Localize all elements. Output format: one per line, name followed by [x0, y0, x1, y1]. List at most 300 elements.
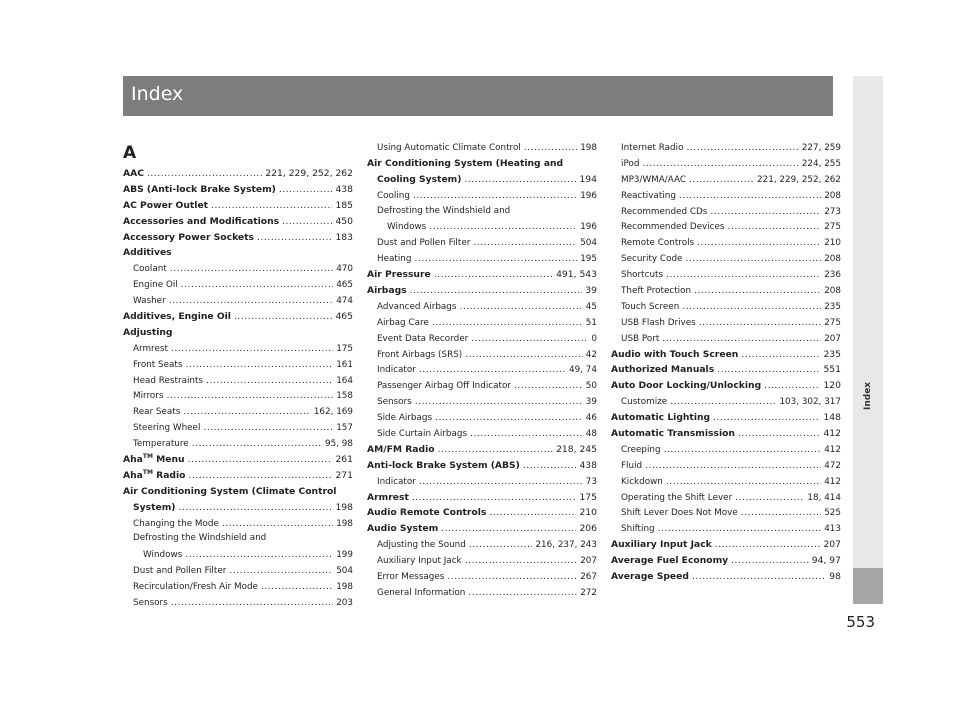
entry-pages[interactable]: 157	[336, 423, 353, 434]
entry-pages[interactable]: 42	[585, 349, 597, 360]
dot-leader	[741, 505, 821, 521]
dot-leader	[429, 219, 577, 235]
entry-name: Average Fuel Economy	[611, 555, 729, 567]
entry-name: Event Data Recorder	[377, 333, 469, 344]
index-subentry[interactable]	[367, 569, 597, 585]
entry-pages[interactable]: 158	[336, 391, 353, 402]
dot-leader	[662, 331, 821, 347]
entry-name: Passenger Airbag Off Indicator	[377, 381, 511, 392]
entry-pages[interactable]: 94, 97	[811, 555, 841, 567]
entry-name: Accessory Power Sockets	[123, 231, 255, 243]
index-subentry[interactable]	[367, 235, 597, 251]
index-entry[interactable]	[611, 537, 841, 553]
entry-name: Auxiliary Input Jack	[611, 539, 712, 551]
index-entry[interactable]	[123, 452, 353, 468]
index-subentry[interactable]	[367, 553, 597, 569]
entry-name: Internet Radio	[621, 143, 684, 153]
index-subentry[interactable]	[123, 293, 353, 309]
dot-leader	[666, 267, 821, 283]
index-entry[interactable]	[611, 362, 841, 378]
index-entry[interactable]	[123, 230, 353, 246]
entry-name: Automatic Transmission	[611, 428, 735, 440]
entry-pages[interactable]: 210	[824, 238, 841, 249]
entry-pages[interactable]: 438	[579, 459, 597, 471]
page-header-bar	[123, 76, 833, 116]
entry-pages[interactable]: 175	[336, 343, 353, 354]
dot-leader	[185, 547, 333, 563]
entry-name: Additives	[123, 247, 172, 259]
index-subentry[interactable]	[611, 204, 841, 220]
entry-name: Airbags	[367, 285, 407, 297]
index-subentry[interactable]	[123, 563, 353, 579]
index-subentry[interactable]	[123, 595, 353, 611]
entry-pages[interactable]: 221, 229, 252, 262	[757, 174, 841, 185]
entry-name: Sensors	[377, 397, 412, 408]
trademark-mark: TM	[142, 468, 153, 476]
index-subentry[interactable]	[367, 315, 597, 331]
index-entry	[367, 156, 597, 172]
entry-pages[interactable]: 271	[335, 469, 353, 481]
index-subentry[interactable]	[123, 404, 353, 420]
dot-leader	[438, 442, 554, 458]
entry-pages[interactable]: 198	[336, 582, 353, 593]
index-entry[interactable]	[123, 468, 353, 484]
entry-pages[interactable]: 504	[580, 238, 597, 249]
side-tab[interactable]	[853, 76, 883, 604]
entry-pages[interactable]: 525	[824, 508, 841, 519]
entry-pages[interactable]: 175	[579, 491, 597, 503]
entry-name: Auxiliary Input Jack	[377, 556, 462, 567]
entry-pages[interactable]: 51	[585, 317, 597, 328]
entry-pages[interactable]: 207	[580, 556, 597, 567]
entry-name: Cooling	[377, 190, 410, 201]
dot-leader	[679, 188, 821, 204]
index-entry[interactable]	[367, 490, 597, 506]
entry-name: Anti-lock Brake System (ABS)	[367, 459, 520, 471]
dot-leader	[715, 537, 821, 553]
index-subentry[interactable]	[611, 188, 841, 204]
entry-pages[interactable]: 95, 98	[325, 439, 353, 450]
index-entry[interactable]	[611, 378, 841, 394]
entry-pages[interactable]: 207	[824, 333, 841, 344]
entry-pages[interactable]: 491, 543	[556, 269, 597, 281]
index-subentry[interactable]	[611, 394, 841, 410]
entry-pages[interactable]: 474	[336, 296, 353, 307]
dot-leader	[469, 537, 533, 553]
entry-name: Operating the Shift Lever	[621, 492, 733, 503]
index-entry[interactable]	[367, 283, 597, 299]
entry-name: Shift Lever Does Not Move	[621, 508, 738, 519]
entry-pages[interactable]: 103, 302, 317	[779, 397, 841, 408]
index-subentry[interactable]	[367, 299, 597, 315]
entry-pages[interactable]: 438	[335, 183, 353, 195]
dot-leader	[435, 410, 583, 426]
entry-name: Armrest	[133, 343, 168, 354]
index-entry[interactable]	[123, 166, 353, 182]
index-subentry[interactable]	[123, 277, 353, 293]
entry-name: Aha™ Menu	[123, 452, 185, 466]
index-entry[interactable]	[123, 182, 353, 198]
entry-name: Steering Wheel	[133, 423, 201, 434]
entry-pages[interactable]: 18, 414	[807, 492, 841, 503]
dot-leader	[658, 521, 822, 537]
entry-name: Indicator	[377, 365, 416, 376]
entry-name: Engine Oil	[133, 280, 178, 291]
entry-name: Windows	[387, 222, 427, 233]
dot-leader	[465, 553, 578, 569]
dot-leader	[489, 505, 576, 521]
entry-name: Using Automatic Climate Control	[377, 143, 521, 153]
entry-name: Air Conditioning System (Heating and	[367, 157, 564, 169]
entry-name: AAC	[123, 168, 144, 179]
index-subentry[interactable]	[611, 458, 841, 474]
entry-pages[interactable]: 198	[336, 518, 353, 529]
entry-name: Advanced Airbags	[377, 301, 457, 312]
entry-name: Fluid	[621, 460, 643, 471]
entry-pages[interactable]: 236	[824, 270, 841, 281]
entry-pages[interactable]: 465	[336, 280, 353, 291]
dot-leader	[234, 309, 333, 325]
page-title: Index	[131, 83, 184, 105]
dot-leader	[735, 490, 804, 506]
index-subentry[interactable]	[611, 315, 841, 331]
entry-pages[interactable]: 196	[580, 190, 597, 201]
dot-leader	[465, 347, 583, 363]
entry-pages[interactable]: 46	[585, 413, 597, 424]
index-subentry[interactable]	[367, 378, 597, 394]
entry-pages[interactable]: 39	[585, 397, 597, 408]
dot-leader	[523, 458, 577, 474]
index-subentry[interactable]	[611, 172, 841, 188]
index-subentry[interactable]	[367, 537, 597, 553]
index-subentry[interactable]	[611, 521, 841, 537]
dot-leader	[686, 140, 798, 156]
entry-pages[interactable]: 267	[580, 572, 597, 583]
dot-leader	[169, 293, 333, 309]
entry-pages[interactable]: 216, 237, 243	[535, 540, 597, 551]
dot-leader	[192, 436, 322, 452]
entry-pages[interactable]: 206	[579, 523, 597, 535]
dot-leader	[682, 299, 821, 315]
entry-pages[interactable]: 413	[824, 524, 841, 535]
entry-name: Recommended Devices	[621, 222, 725, 233]
index-subentry[interactable]	[611, 299, 841, 315]
entry-pages[interactable]: 450	[335, 215, 353, 227]
entry-name: Audio with Touch Screen	[611, 348, 739, 360]
index-entry[interactable]	[367, 458, 597, 474]
entry-name: AM/FM Radio	[367, 443, 435, 455]
dot-leader	[470, 426, 583, 442]
entry-name: Front Seats	[133, 359, 183, 370]
entry-pages[interactable]: 208	[824, 190, 841, 201]
dot-leader	[697, 235, 821, 251]
side-tab-marker	[853, 568, 883, 604]
entry-name: USB Port	[621, 333, 660, 344]
index-subentry	[123, 531, 353, 547]
dot-leader	[178, 500, 332, 516]
entry-name: Remote Controls	[621, 238, 695, 249]
dot-leader	[222, 516, 333, 532]
index-entry[interactable]	[611, 553, 841, 569]
index-subentry[interactable]	[123, 388, 353, 404]
entry-name: Reactivating	[621, 190, 676, 201]
entry-name: Auto Door Locking/Unlocking	[611, 380, 762, 392]
dot-leader	[419, 474, 583, 490]
entry-pages[interactable]: 49, 74	[569, 365, 597, 376]
index-subentry[interactable]	[367, 219, 597, 235]
dot-leader	[692, 569, 826, 585]
dot-leader	[464, 172, 576, 188]
index-subentry[interactable]	[611, 156, 841, 172]
index-entry[interactable]	[611, 426, 841, 442]
entry-pages[interactable]: 183	[335, 231, 353, 243]
index-subentry[interactable]	[611, 251, 841, 267]
entry-name: Audio Remote Controls	[367, 507, 487, 519]
entry-pages[interactable]: 148	[823, 412, 841, 424]
index-column-2	[367, 140, 597, 601]
entry-name: Touch Screen	[621, 301, 680, 312]
entry-pages[interactable]: 235	[823, 348, 841, 360]
entry-pages[interactable]: 164	[336, 375, 353, 386]
entry-pages[interactable]: 185	[335, 199, 353, 211]
entry-name: ABS (Anti-lock Brake System)	[123, 183, 276, 195]
entry-pages[interactable]: 50	[585, 381, 597, 392]
entry-pages[interactable]: 48	[585, 429, 597, 440]
index-entry[interactable]	[123, 500, 353, 516]
index-subentry[interactable]	[123, 261, 353, 277]
index-entry[interactable]	[611, 410, 841, 426]
entry-name: Mirrors	[133, 391, 164, 402]
index-entry	[123, 484, 353, 500]
entry-name: Recommended CDs	[621, 206, 708, 217]
entry-name: Shifting	[621, 524, 655, 535]
dot-leader	[206, 373, 333, 389]
index-subentry	[367, 204, 597, 220]
index-entry[interactable]	[123, 214, 353, 230]
entry-pages[interactable]: 412	[823, 428, 841, 440]
entry-pages[interactable]: 199	[336, 550, 353, 561]
entry-name: Defrosting the Windshield and	[133, 533, 267, 544]
dot-leader	[468, 585, 577, 601]
dot-leader	[415, 394, 583, 410]
entry-pages[interactable]: 551	[823, 364, 841, 376]
entry-name: Side Airbags	[377, 413, 433, 424]
index-subentry[interactable]	[611, 442, 841, 458]
dot-leader	[728, 219, 822, 235]
entry-pages[interactable]: 45	[585, 301, 597, 312]
entry-name: Shortcuts	[621, 270, 664, 281]
entry-name: Theft Protection	[621, 286, 692, 297]
index-subentry[interactable]	[611, 283, 841, 299]
entry-name: Additives, Engine Oil	[123, 311, 231, 323]
entry-name: Temperature	[133, 439, 189, 450]
entry-name: Side Curtain Airbags	[377, 429, 468, 440]
entry-pages[interactable]: 0	[591, 333, 597, 344]
entry-pages[interactable]: 194	[579, 173, 597, 185]
entry-name: USB Flash Drives	[621, 317, 696, 328]
entry-pages[interactable]: 73	[585, 476, 597, 487]
index-entry[interactable]	[367, 442, 597, 458]
entry-pages[interactable]: 208	[824, 286, 841, 297]
entry-pages[interactable]: 207	[823, 539, 841, 551]
dot-leader	[524, 140, 577, 156]
index-subentry[interactable]	[123, 420, 353, 436]
entry-pages[interactable]: 272	[580, 587, 597, 598]
dot-leader	[211, 198, 332, 214]
entry-pages[interactable]: 198	[580, 143, 597, 153]
entry-name: Adjusting	[123, 326, 173, 338]
index-entry[interactable]	[611, 569, 841, 585]
index-subentry[interactable]	[123, 436, 353, 452]
entry-name: Customize	[621, 397, 668, 408]
dot-leader	[188, 468, 332, 484]
entry-pages[interactable]: 196	[580, 222, 597, 233]
index-subentry[interactable]	[367, 410, 597, 426]
index-subentry[interactable]	[123, 341, 353, 357]
dot-leader	[731, 553, 809, 569]
index-entry	[123, 245, 353, 261]
dot-leader	[413, 188, 577, 204]
entry-pages[interactable]: 218, 245	[556, 443, 597, 455]
entry-name: Head Restraints	[133, 375, 204, 386]
index-entry[interactable]	[367, 505, 597, 521]
index-subentry[interactable]	[611, 474, 841, 490]
index-subentry[interactable]	[123, 357, 353, 373]
entry-pages[interactable]: 261	[335, 454, 353, 466]
dot-leader	[713, 410, 820, 426]
dot-leader	[188, 452, 333, 468]
dot-leader	[764, 378, 820, 394]
dot-leader	[514, 378, 583, 394]
index-entry	[123, 325, 353, 341]
index-subentry[interactable]	[611, 235, 841, 251]
entry-name: Accessories and Modifications	[123, 215, 280, 227]
dot-leader	[170, 261, 333, 277]
dot-leader	[419, 362, 566, 378]
trademark-mark: TM	[142, 452, 153, 460]
entry-pages[interactable]: 162, 169	[313, 407, 353, 418]
entry-pages[interactable]: 224, 255	[801, 158, 841, 169]
entry-pages[interactable]: 273	[824, 206, 841, 217]
index-subentry[interactable]	[367, 188, 597, 204]
dot-leader	[738, 426, 820, 442]
entry-pages[interactable]: 470	[336, 264, 353, 275]
entry-name: Security Code	[621, 254, 683, 265]
entry-name: Air Conditioning System (Climate Control	[123, 485, 337, 497]
dot-leader	[282, 214, 332, 230]
dot-leader	[171, 595, 333, 611]
index-subentry[interactable]	[123, 579, 353, 595]
dot-leader	[447, 569, 577, 585]
index-subentry[interactable]	[367, 347, 597, 363]
entry-pages[interactable]: 465	[335, 311, 353, 323]
dot-leader	[229, 563, 333, 579]
index-subentry[interactable]	[367, 426, 597, 442]
entry-pages[interactable]: 412	[824, 444, 841, 455]
index-entry[interactable]	[123, 309, 353, 325]
index-subentry[interactable]	[611, 490, 841, 506]
index-column-1	[123, 140, 353, 611]
index-entry[interactable]	[367, 172, 597, 188]
dot-leader	[642, 156, 798, 172]
entry-name: Audio System	[367, 523, 439, 535]
entry-pages[interactable]: 120	[823, 380, 841, 392]
dot-leader	[414, 251, 577, 267]
entry-pages[interactable]: 203	[336, 598, 353, 609]
index-subentry[interactable]	[611, 267, 841, 283]
dot-leader	[710, 204, 821, 220]
entry-pages[interactable]: 275	[824, 222, 841, 233]
entry-pages[interactable]: 235	[824, 301, 841, 312]
entry-pages[interactable]: 221, 229, 252, 262	[265, 168, 353, 179]
entry-name: Automatic Lighting	[611, 412, 711, 424]
entry-pages[interactable]: 472	[824, 460, 841, 471]
index-entry[interactable]	[367, 267, 597, 283]
entry-pages[interactable]: 208	[824, 254, 841, 265]
dot-leader	[717, 362, 820, 378]
index-entry[interactable]	[611, 347, 841, 363]
index-subentry[interactable]	[367, 394, 597, 410]
side-tab-label: Index	[863, 381, 873, 411]
index-subentry[interactable]	[123, 547, 353, 563]
entry-pages[interactable]: 198	[335, 501, 353, 513]
index-subentry[interactable]	[611, 505, 841, 521]
dot-leader	[434, 267, 553, 283]
entry-pages[interactable]: 504	[336, 566, 353, 577]
index-subentry[interactable]	[123, 516, 353, 532]
index-entry[interactable]	[123, 198, 353, 214]
index-entry[interactable]	[367, 521, 597, 537]
entry-name: Adjusting the Sound	[377, 540, 466, 551]
dot-leader	[181, 277, 333, 293]
dot-leader	[185, 357, 333, 373]
entry-name: Airbag Care	[377, 317, 429, 328]
index-subentry[interactable]	[367, 585, 597, 601]
index-subentry[interactable]	[123, 373, 353, 389]
entry-name: Creeping	[621, 444, 661, 455]
entry-name: Windows	[143, 550, 183, 561]
section-letter: A	[123, 143, 137, 163]
dot-leader	[261, 579, 333, 595]
entry-pages[interactable]: 39	[585, 285, 597, 297]
index-subentry[interactable]	[611, 219, 841, 235]
dot-leader	[183, 404, 310, 420]
index-subentry[interactable]	[367, 331, 597, 347]
dot-leader	[664, 442, 822, 458]
entry-name: Aha™ Radio	[123, 468, 186, 481]
index-subentry[interactable]	[367, 140, 597, 156]
entry-pages[interactable]: 98	[829, 571, 841, 583]
index-subentry[interactable]	[367, 474, 597, 490]
entry-pages[interactable]: 161	[336, 359, 353, 370]
index-subentry[interactable]	[611, 140, 841, 156]
entry-pages[interactable]: 195	[580, 254, 597, 265]
entry-name: Changing the Mode	[133, 518, 219, 529]
entry-name: iPod	[621, 158, 640, 169]
entry-name: Coolant	[133, 264, 167, 275]
dot-leader	[473, 235, 577, 251]
entry-name: Dust and Pollen Filter	[133, 566, 227, 577]
index-subentry[interactable]	[611, 331, 841, 347]
entry-pages[interactable]: 227, 259	[801, 143, 841, 153]
index-subentry[interactable]	[367, 251, 597, 267]
index-subentry[interactable]	[367, 362, 597, 378]
entry-pages[interactable]: 275	[824, 317, 841, 328]
entry-pages[interactable]: 210	[579, 507, 597, 519]
entry-pages[interactable]: 412	[824, 476, 841, 487]
entry-name: Heating	[377, 254, 412, 265]
dot-leader	[459, 299, 582, 315]
